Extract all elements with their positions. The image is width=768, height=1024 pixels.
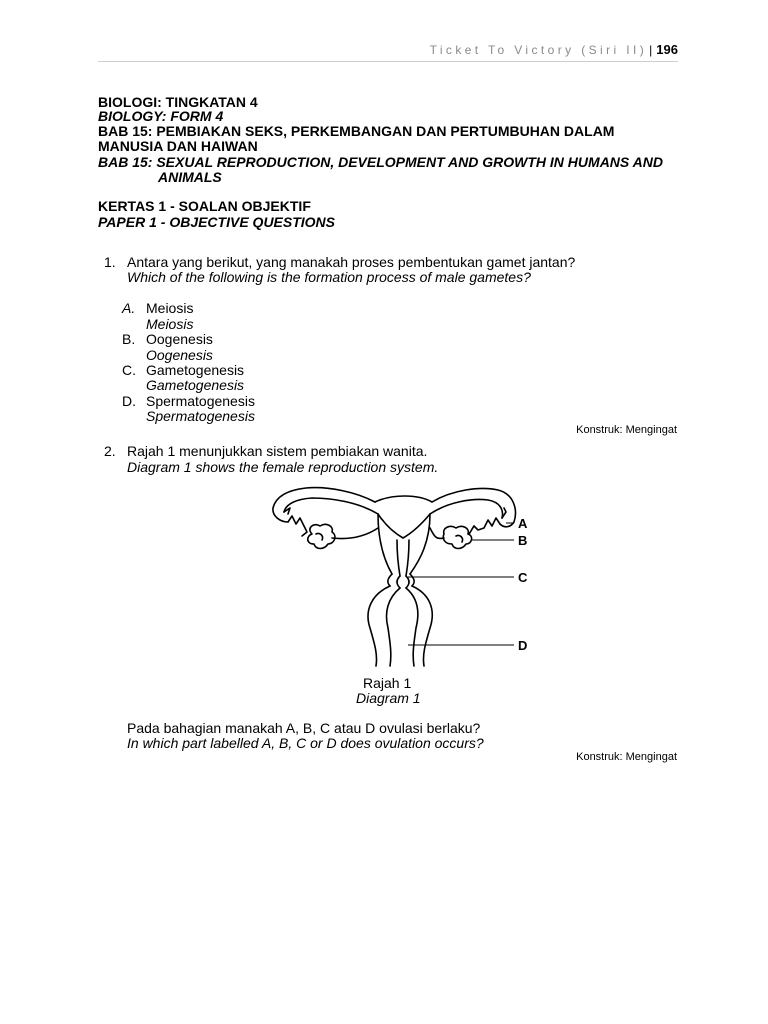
left-fimbriae bbox=[288, 516, 307, 536]
right-fallopian-tube-outer bbox=[432, 489, 515, 527]
question-2-number: 2. bbox=[104, 443, 116, 459]
question-1-construct: Konstruk: Mengingat bbox=[576, 424, 677, 436]
cervix-right bbox=[410, 574, 414, 586]
chapter-title-en-line1: BAB 15: SEXUAL REPRODUCTION, DEVELOPMENT AND GROWTH IN HUMANS AND bbox=[98, 154, 663, 170]
diagram-caption-ms: Rajah 1 bbox=[363, 675, 412, 691]
header-rule bbox=[98, 61, 678, 62]
running-title: Ticket To Victory (Siri II) bbox=[429, 43, 648, 57]
question-2-construct: Konstruk: Mengingat bbox=[576, 751, 677, 763]
uterus-right-wall bbox=[410, 514, 430, 574]
paper-title-en: PAPER 1 - OBJECTIVE QUESTIONS bbox=[98, 214, 336, 230]
option-c-letter: C. bbox=[122, 362, 136, 378]
right-fimbriae bbox=[474, 518, 500, 530]
paper-title-ms: KERTAS 1 - SOALAN OBJEKTIF bbox=[98, 198, 311, 214]
right-ovarian-ligament bbox=[430, 528, 444, 539]
diagram-label-a: A bbox=[518, 516, 528, 531]
option-c-text-en: Gametogenesis bbox=[146, 377, 245, 393]
female-reproductive-system-diagram bbox=[260, 482, 550, 670]
chapter-title-ms-line2: MANUSIA DAN HAIWAN bbox=[98, 138, 258, 154]
option-b-letter: B. bbox=[122, 331, 136, 347]
option-b-text-ms: Oogenesis bbox=[146, 331, 213, 347]
header-separator: | bbox=[649, 43, 653, 57]
option-a-text-en: Meiosis bbox=[146, 316, 194, 332]
left-ovarian-ligament bbox=[332, 528, 378, 539]
option-d-text-ms: Spermatogenesis bbox=[146, 393, 255, 409]
running-header bbox=[430, 42, 678, 57]
diagram-label-b: B bbox=[518, 533, 528, 548]
chapter-title-ms-line1: BAB 15: PEMBIAKAN SEKS, PERKEMBANGAN DAN PERTUMBUHAN DALAM bbox=[98, 123, 615, 139]
page-number: 196 bbox=[656, 42, 678, 57]
diagram-label-c: C bbox=[518, 570, 528, 585]
question-2-stem-ms: Rajah 1 menunjukkan sistem pembiakan wanita. bbox=[127, 443, 428, 459]
option-b-text-en: Oogenesis bbox=[146, 347, 213, 363]
cervix-left bbox=[388, 574, 392, 586]
diagram-label-d: D bbox=[518, 638, 528, 653]
question-2-text-en: In which part labelled A, B, C or D does ovulation occurs? bbox=[127, 735, 484, 751]
question-1-text-ms: Antara yang berikut, yang manakah proses pembentukan gamet jantan? bbox=[127, 254, 576, 270]
question-1-text-en: Which of the following is the formation process of male gametes? bbox=[127, 269, 531, 285]
vagina-left-wall bbox=[368, 586, 390, 666]
option-d-text-en: Spermatogenesis bbox=[146, 408, 255, 424]
question-1-number: 1. bbox=[104, 254, 116, 270]
option-a-text-ms: Meiosis bbox=[146, 300, 194, 316]
left-ovary bbox=[308, 524, 335, 548]
uterus-fundus bbox=[375, 496, 432, 502]
option-d-letter: D. bbox=[122, 393, 136, 409]
chapter-title-en-line2: ANIMALS bbox=[158, 169, 222, 185]
right-ovary bbox=[443, 526, 471, 548]
question-2-text-ms: Pada bahagian manakah A, B, C atau D ovulasi berlaku? bbox=[127, 720, 481, 736]
subject-title-ms: BIOLOGI: TINGKATAN 4 bbox=[98, 94, 258, 110]
question-2-stem-en: Diagram 1 shows the female reproduction system. bbox=[127, 459, 439, 475]
option-a-letter: A. bbox=[122, 300, 136, 316]
diagram-caption-en: Diagram 1 bbox=[356, 690, 421, 706]
subject-title-en: BIOLOGY: FORM 4 bbox=[98, 108, 224, 124]
option-c-text-ms: Gametogenesis bbox=[146, 362, 245, 378]
